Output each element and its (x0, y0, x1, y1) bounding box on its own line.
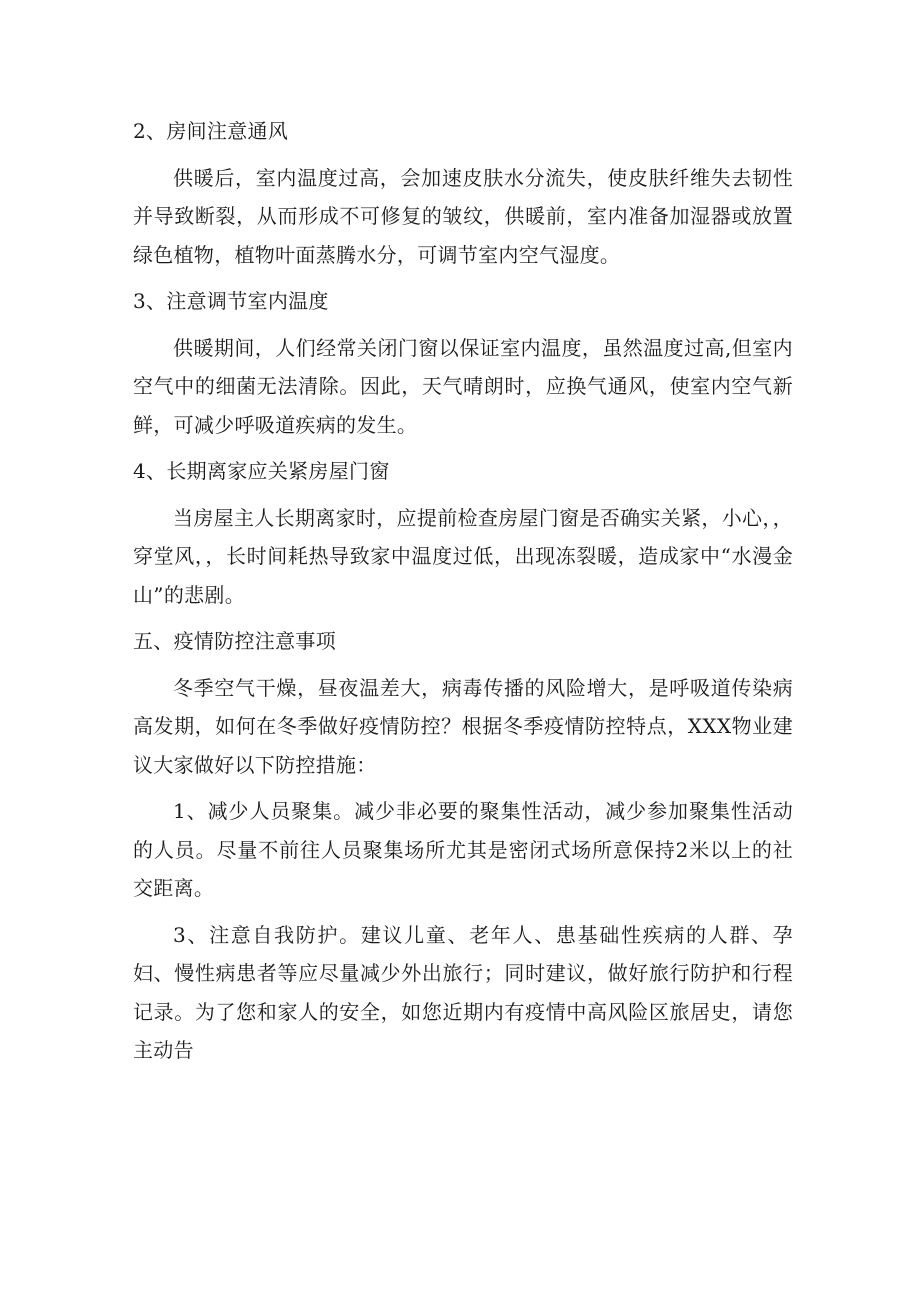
heading-windows: 4、长期离家应关紧房屋门窗 (133, 459, 390, 483)
paragraph-ventilation: 供暖后，室内温度过高，会加速皮肤水分流失，使皮肤纤维失去韧性并导致断裂，从而形成不可修复的皱纹，供暖前，室内准备加湿器或放置绿色植物，植物叶面蒸腾水分，可调节室内空气湿度。 (133, 165, 793, 267)
paragraph-windows: 当房屋主人长期离家时，应提前检查房屋门窗是否确实关紧，小心，，穿堂风，，长时间耗热导致家中温度过低，出现冻裂暖，造成家中“水漫金山”的悲剧。 (133, 505, 793, 607)
paragraph-self-protection: 3、注意自我防护。建议儿童、老年人、患基础性疾病的人群、孕妇、慢性病患者等应尽量减少外出旅行；同时建议，做好旅行防护和行程记录。为了您和家人的安全，如您近期内有疫情中高风险区旅居史，请您主动告 (133, 922, 793, 1062)
heading-ventilation: 2、房间注意通风 (133, 119, 289, 143)
paragraph-reduce-gathering: 1、减少人员聚集。减少非必要的聚集性活动，减少参加聚集性活动的人员。尽量不前往人员聚集场所尤其是密闭式场所意保持2米以上的社交距离。 (133, 799, 793, 900)
paragraph-temperature: 供暖期间，人们经常关闭门窗以保证室内温度，虽然温度过高,但室内空气中的细菌无法清除。因此，天气晴朗时，应换气通风，使室内空气新鲜，可减少呼吸道疾病的发生。 (133, 335, 793, 437)
paragraph-epidemic-intro: 冬季空气干燥，昼夜温差大，病毒传播的风险增大，是呼吸道传染病高发期，如何在冬季做好疫情防控？根据冬季疫情防控特点，XXX物业建议大家做好以下防控措施： (133, 675, 793, 777)
section-title-epidemic: 五、疫情防控注意事项 (133, 629, 336, 653)
heading-temperature: 3、注意调节室内温度 (133, 289, 329, 313)
document-body (133, 112, 793, 1078)
